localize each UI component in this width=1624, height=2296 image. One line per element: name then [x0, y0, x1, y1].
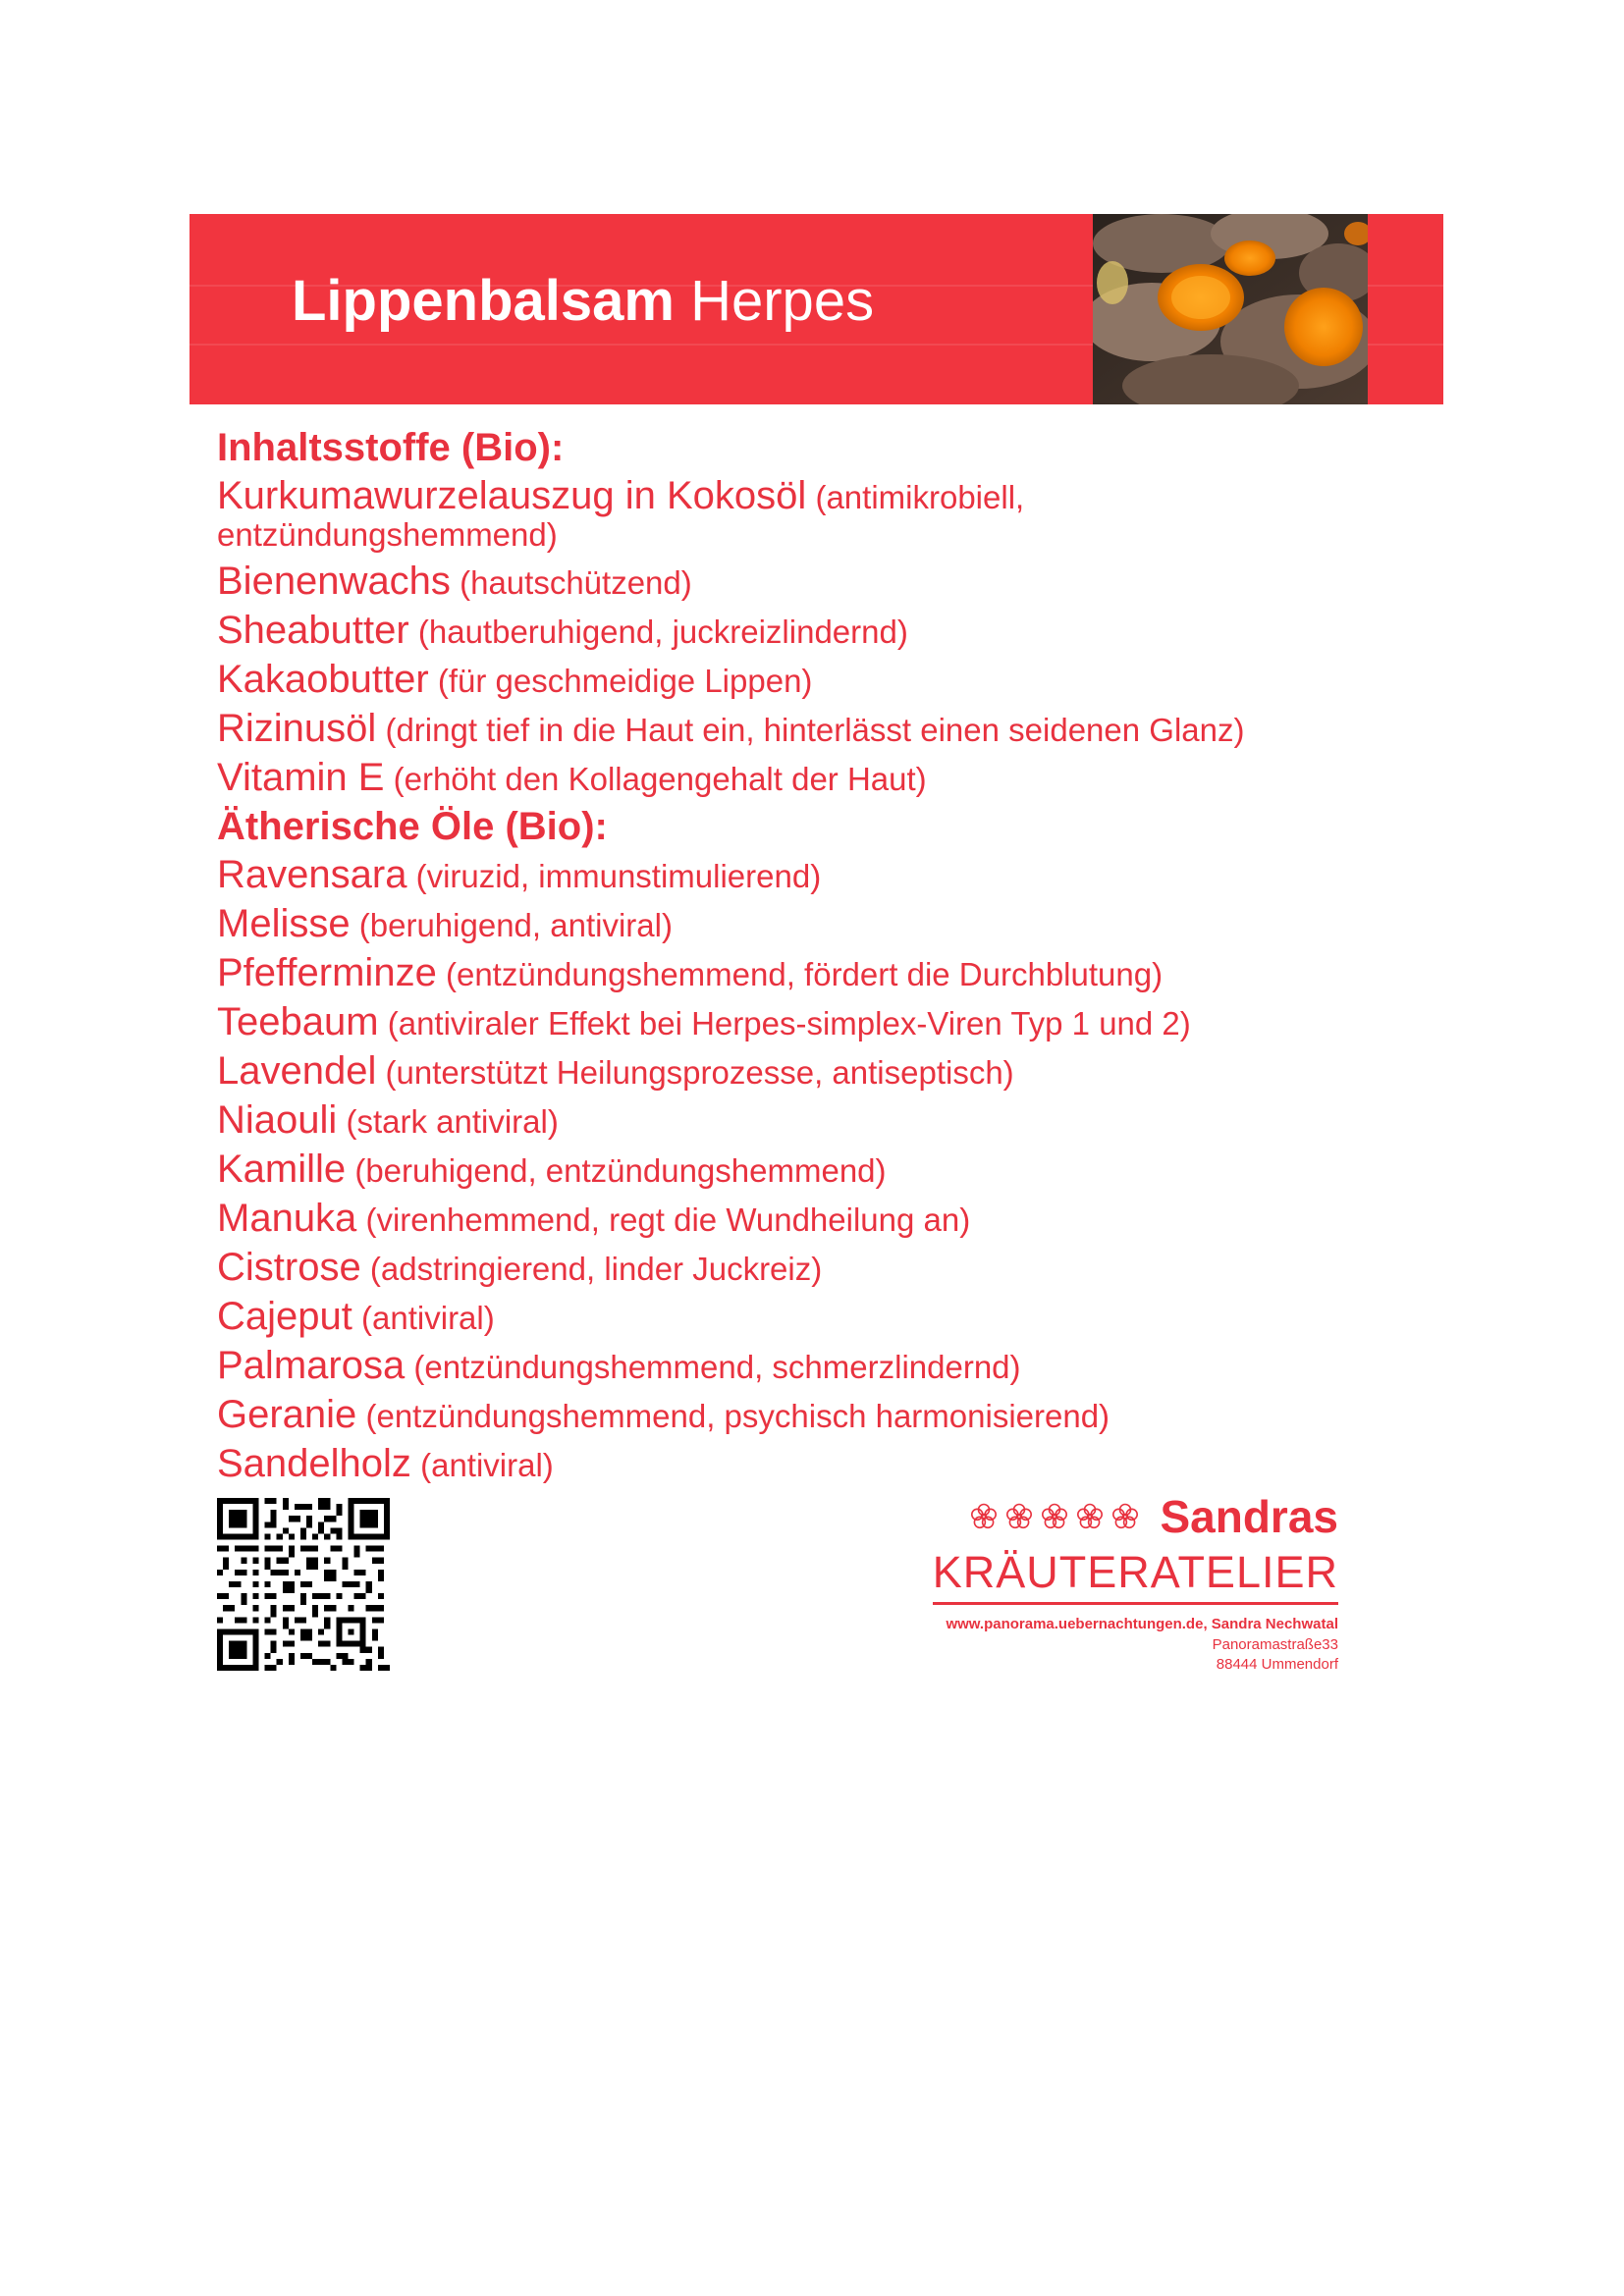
flower-icon — [1040, 1502, 1069, 1531]
item-desc: (dringt tief in die Haut ein, hinterlässt einen seidenen Glanz) — [376, 712, 1245, 748]
qr-code[interactable] — [217, 1498, 390, 1671]
item-desc: (entzündungshemmend, fördert die Durchblutung) — [436, 956, 1164, 992]
flower-icon — [1004, 1502, 1034, 1531]
list-item — [217, 1146, 1435, 1195]
flower-icon — [1110, 1502, 1140, 1531]
list-item — [217, 558, 1435, 607]
flower-row — [969, 1502, 1140, 1531]
item-name: Lavendel — [217, 1049, 377, 1093]
item-desc: (antiviral) — [352, 1300, 495, 1336]
list-item — [217, 1096, 1435, 1146]
list-item — [217, 1342, 1435, 1391]
item-name: Kurkumawurzelauszug in Kokosöl — [217, 474, 807, 517]
item-name: Sandelholz — [217, 1442, 411, 1485]
item-name: Cistrose — [217, 1246, 361, 1289]
item-desc: (für geschmeidige Lippen) — [428, 663, 813, 699]
item-name: Niaouli — [217, 1098, 338, 1142]
ingredients-content — [217, 424, 1435, 1489]
item-name: Kakaobutter — [217, 658, 429, 701]
list-item — [217, 1391, 1435, 1440]
item-name: Bienenwachs — [217, 560, 451, 603]
item-desc: (adstringierend, linder Juckreiz) — [360, 1251, 823, 1287]
list-item — [217, 1440, 1435, 1489]
address-street: Panoramastraße33 — [1212, 1636, 1338, 1653]
logo-top-row — [969, 1490, 1338, 1543]
list-item — [217, 705, 1435, 754]
item-name: Teebaum — [217, 1000, 379, 1043]
item-desc: (viruzid, immunstimulierend) — [406, 858, 822, 894]
flower-icon — [1075, 1502, 1105, 1531]
item-desc: (hautberuhigend, juckreizlindernd) — [408, 614, 908, 650]
item-name: Manuka — [217, 1197, 357, 1240]
list-item — [217, 1244, 1435, 1293]
item-name: Cajeput — [217, 1295, 352, 1338]
list-item — [217, 851, 1435, 900]
item-desc: (unterstützt Heilungsprozesse, antiseptisch) — [376, 1054, 1014, 1091]
item-desc: (virenhemmend, regt die Wundheilung an) — [356, 1201, 971, 1238]
turmeric-photo — [1093, 214, 1368, 404]
list-item — [217, 1293, 1435, 1342]
list-item — [217, 754, 1435, 803]
website-link[interactable]: www.panorama.uebernachtungen.de, Sandra Nechwatal — [946, 1616, 1338, 1632]
section-heading-oils: Ätherische Öle (Bio): — [217, 805, 608, 848]
list-item — [217, 949, 1435, 998]
item-desc: (antimikrobiell, — [806, 479, 1025, 515]
item-desc: (entzündungshemmend, psychisch harmonisierend) — [356, 1398, 1110, 1434]
item-name: Ravensara — [217, 853, 407, 896]
item-desc: (stark antiviral) — [337, 1103, 559, 1140]
item-name: Palmarosa — [217, 1344, 406, 1387]
page-title — [292, 269, 875, 333]
list-item — [217, 998, 1435, 1047]
item-name: Sheabutter — [217, 609, 409, 652]
logo-subtitle: KRÄUTERATELIER — [933, 1547, 1338, 1605]
item-name: Kamille — [217, 1148, 347, 1191]
list-item — [217, 900, 1435, 949]
list-item — [217, 472, 1435, 521]
item-name: Rizinusöl — [217, 707, 377, 750]
flower-icon — [969, 1502, 999, 1531]
item-name: Vitamin E — [217, 756, 385, 799]
list-item — [217, 1047, 1435, 1096]
item-desc: (entzündungshemmend, schmerzlindernd) — [405, 1349, 1021, 1385]
header-banner — [189, 214, 1443, 404]
list-item — [217, 656, 1435, 705]
item-name: Melisse — [217, 902, 351, 945]
address-city: 88444 Ummendorf — [1216, 1656, 1338, 1673]
item-desc: (beruhigend, entzündungshemmend) — [346, 1152, 887, 1189]
item-desc: (antiviraler Effekt bei Herpes-simplex-Viren Typ 1 und 2) — [378, 1005, 1191, 1041]
item-desc-wrap: entzündungshemmend) — [217, 516, 558, 553]
title-bold: Lippenbalsam — [292, 269, 675, 333]
list-item — [217, 1195, 1435, 1244]
turmeric-roots-image — [1093, 214, 1368, 404]
section-heading-ingredients: Inhaltsstoffe (Bio): — [217, 426, 565, 469]
list-item — [217, 607, 1435, 656]
brand-logo — [932, 1490, 1338, 1677]
title-rest: Herpes — [674, 269, 875, 333]
item-desc: (antiviral) — [410, 1447, 554, 1483]
logo-name: Sandras — [1160, 1491, 1338, 1542]
item-desc: (erhöht den Kollagengehalt der Haut) — [384, 761, 927, 797]
item-name: Geranie — [217, 1393, 357, 1436]
item-desc: (beruhigend, antiviral) — [350, 907, 673, 943]
item-name: Pfefferminze — [217, 951, 437, 994]
item-desc: (hautschützend) — [450, 564, 692, 601]
